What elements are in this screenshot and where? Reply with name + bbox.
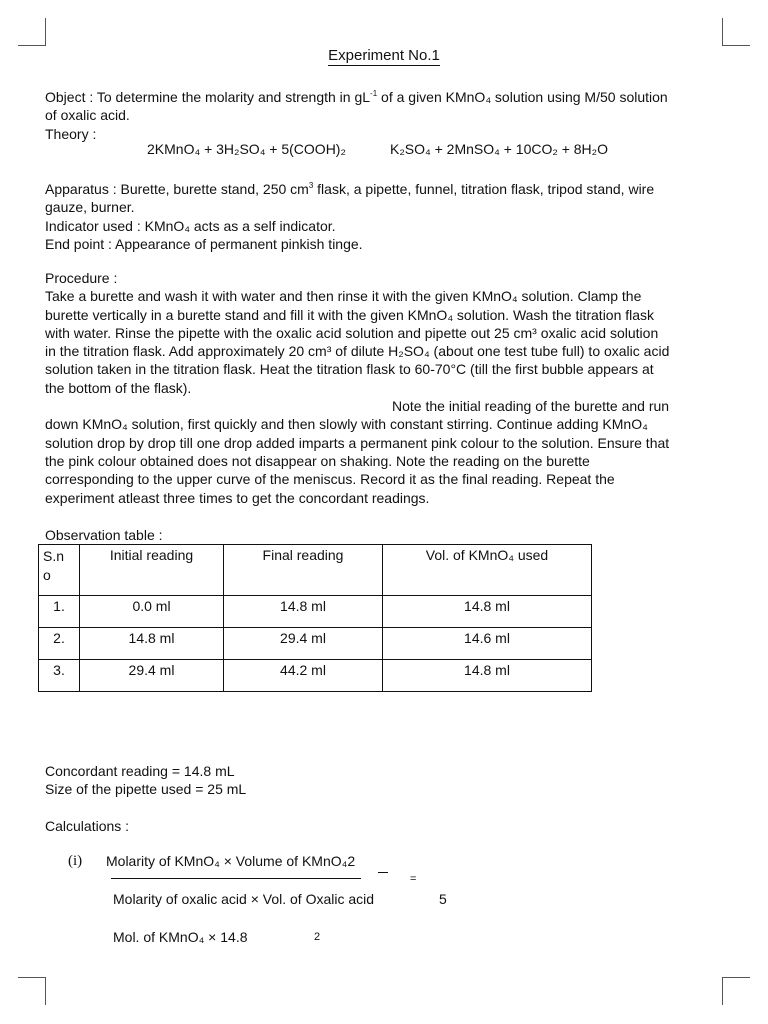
procedure-label: Procedure : [45,270,118,286]
cell-final: 14.8 ml [224,596,383,628]
cell-sno: 3. [39,660,80,692]
cell-volume: 14.6 ml [383,628,592,660]
calc-equals: = [410,873,417,885]
procedure-section [45,269,730,507]
equation-rhs: K₂SO₄ + 2MnSO₄ + 10CO₂ + 8H₂O [390,141,608,157]
procedure-line: burette vertically in a burette stand and fill it with the given KMnO₄ solution. Wash the titration flask [45,306,655,323]
procedure-line: in the titration flask. Add approximately 20 cm³ of dilute H₂SO₄ (about one test tube full) to oxalic acid [45,343,670,360]
crop-mark-bottom-left-h [18,977,46,978]
procedure-line: solution drop by drop till one drop added imparts a permanent pink colour to the solution. Ensure that [45,434,670,451]
indicator-text: Indicator used : KMnO₄ acts as a self indicator. [45,217,336,234]
cell-sno: 1. [39,596,80,628]
theory-label: Theory : [45,125,97,142]
observation-table [38,544,592,692]
object-text: Object : To determine the molarity and strength in $gL^{-1}$ of a given KMnO₄ solution using M/50 solution of oxalic acid. Theory : [45,89,668,142]
procedure-line: solution taken in the titration flask. Heat the titration flask to 60-70°C (till the first bubble appears at [45,361,654,378]
crop-mark-top-left-v [45,18,46,45]
equation-lhs: 2KMnO₄ + 3H₂SO₄ + 5(COOH)₂ [147,141,346,157]
crop-mark-top-left-h [18,45,46,46]
crop-mark-bottom-left-v [45,977,46,1005]
procedure-line: experiment atleast three times to get the concordant readings. [45,489,430,506]
crop-mark-top-right-v [722,18,723,45]
calc-index: (i) [68,853,83,869]
procedure-line: Take a burette and wash it with water and then rinse it with the given KMnO₄ solution. Clamp the [45,288,642,305]
procedure-line: down KMnO₄ solution, first quickly and then slowly with constant stirring. Continue adding KMnO₄ [45,416,648,433]
cell-sno: 2. [39,628,80,660]
procedure-line: with water. Rinse the pipette with the oxalic acid solution and pipette out 25 cm³ oxalic acid solution [45,324,659,341]
cell-final: 44.2 ml [224,660,383,692]
crop-mark-top-right-h [722,45,750,46]
page-title: Experiment No.1 [328,47,440,64]
procedure-line: the pink colour obtained does not disappear on shaking. Note the reading on the burette [45,452,590,469]
calc-numerator: Molarity of KMnO₄ × Volume of KMnO₄2 [106,853,356,869]
pipette-size: Size of the pipette used = 25 mL [45,781,247,798]
calc-line3: Mol. of KMnO₄ × 14.8 [113,929,248,945]
header-volume: Vol. of KMnO₄ used [383,545,592,596]
apparatus-text: Apparatus : Burette, burette stand, 250 $cm^3$ flask, a pipette, funnel, titration flask, tripod stand, wire gauze, burner. Indicator used : KMnO₄ acts as a self indicator. End point : Appearance of permanent pinkish tinge. [45,181,655,252]
fraction-dash [378,872,388,873]
fraction-line [111,878,361,879]
results-text [45,762,730,799]
table-row [39,628,592,660]
concordant-reading: Concordant reading = 14.8 mL [45,763,235,779]
cell-initial: 14.8 ml [80,628,224,660]
calc-rhs: 5 [439,891,447,907]
cell-volume: 14.8 ml [383,596,592,628]
cell-initial: 29.4 ml [80,660,224,692]
table-row [39,596,592,628]
procedure-line: corresponding to the upper curve of the meniscus. Record it as the final reading. Repeat the [45,471,615,488]
crop-mark-bottom-right-h [722,977,750,978]
cell-volume: 14.8 ml [383,660,592,692]
table-row [39,660,592,692]
cell-final: 29.4 ml [224,628,383,660]
calc-denominator: Molarity of oxalic acid × Vol. of Oxalic acid [113,891,375,907]
crop-mark-bottom-right-v [722,977,723,1005]
calc-line3-right: 2 [314,931,321,943]
cell-initial: 0.0 ml [80,596,224,628]
observation-label: Observation table : [45,527,163,543]
header-initial: Initial reading [80,545,224,596]
table-header-row [39,545,592,596]
header-sno: S.n o [39,545,80,596]
header-final: Final reading [224,545,383,596]
end-point-text: End point : Appearance of permanent pinkish tinge. [45,235,363,252]
procedure-line: the bottom of the flask). [45,379,192,396]
calculations-label: Calculations : [45,818,130,834]
procedure-line: Note the initial reading of the burette and run [392,398,670,415]
